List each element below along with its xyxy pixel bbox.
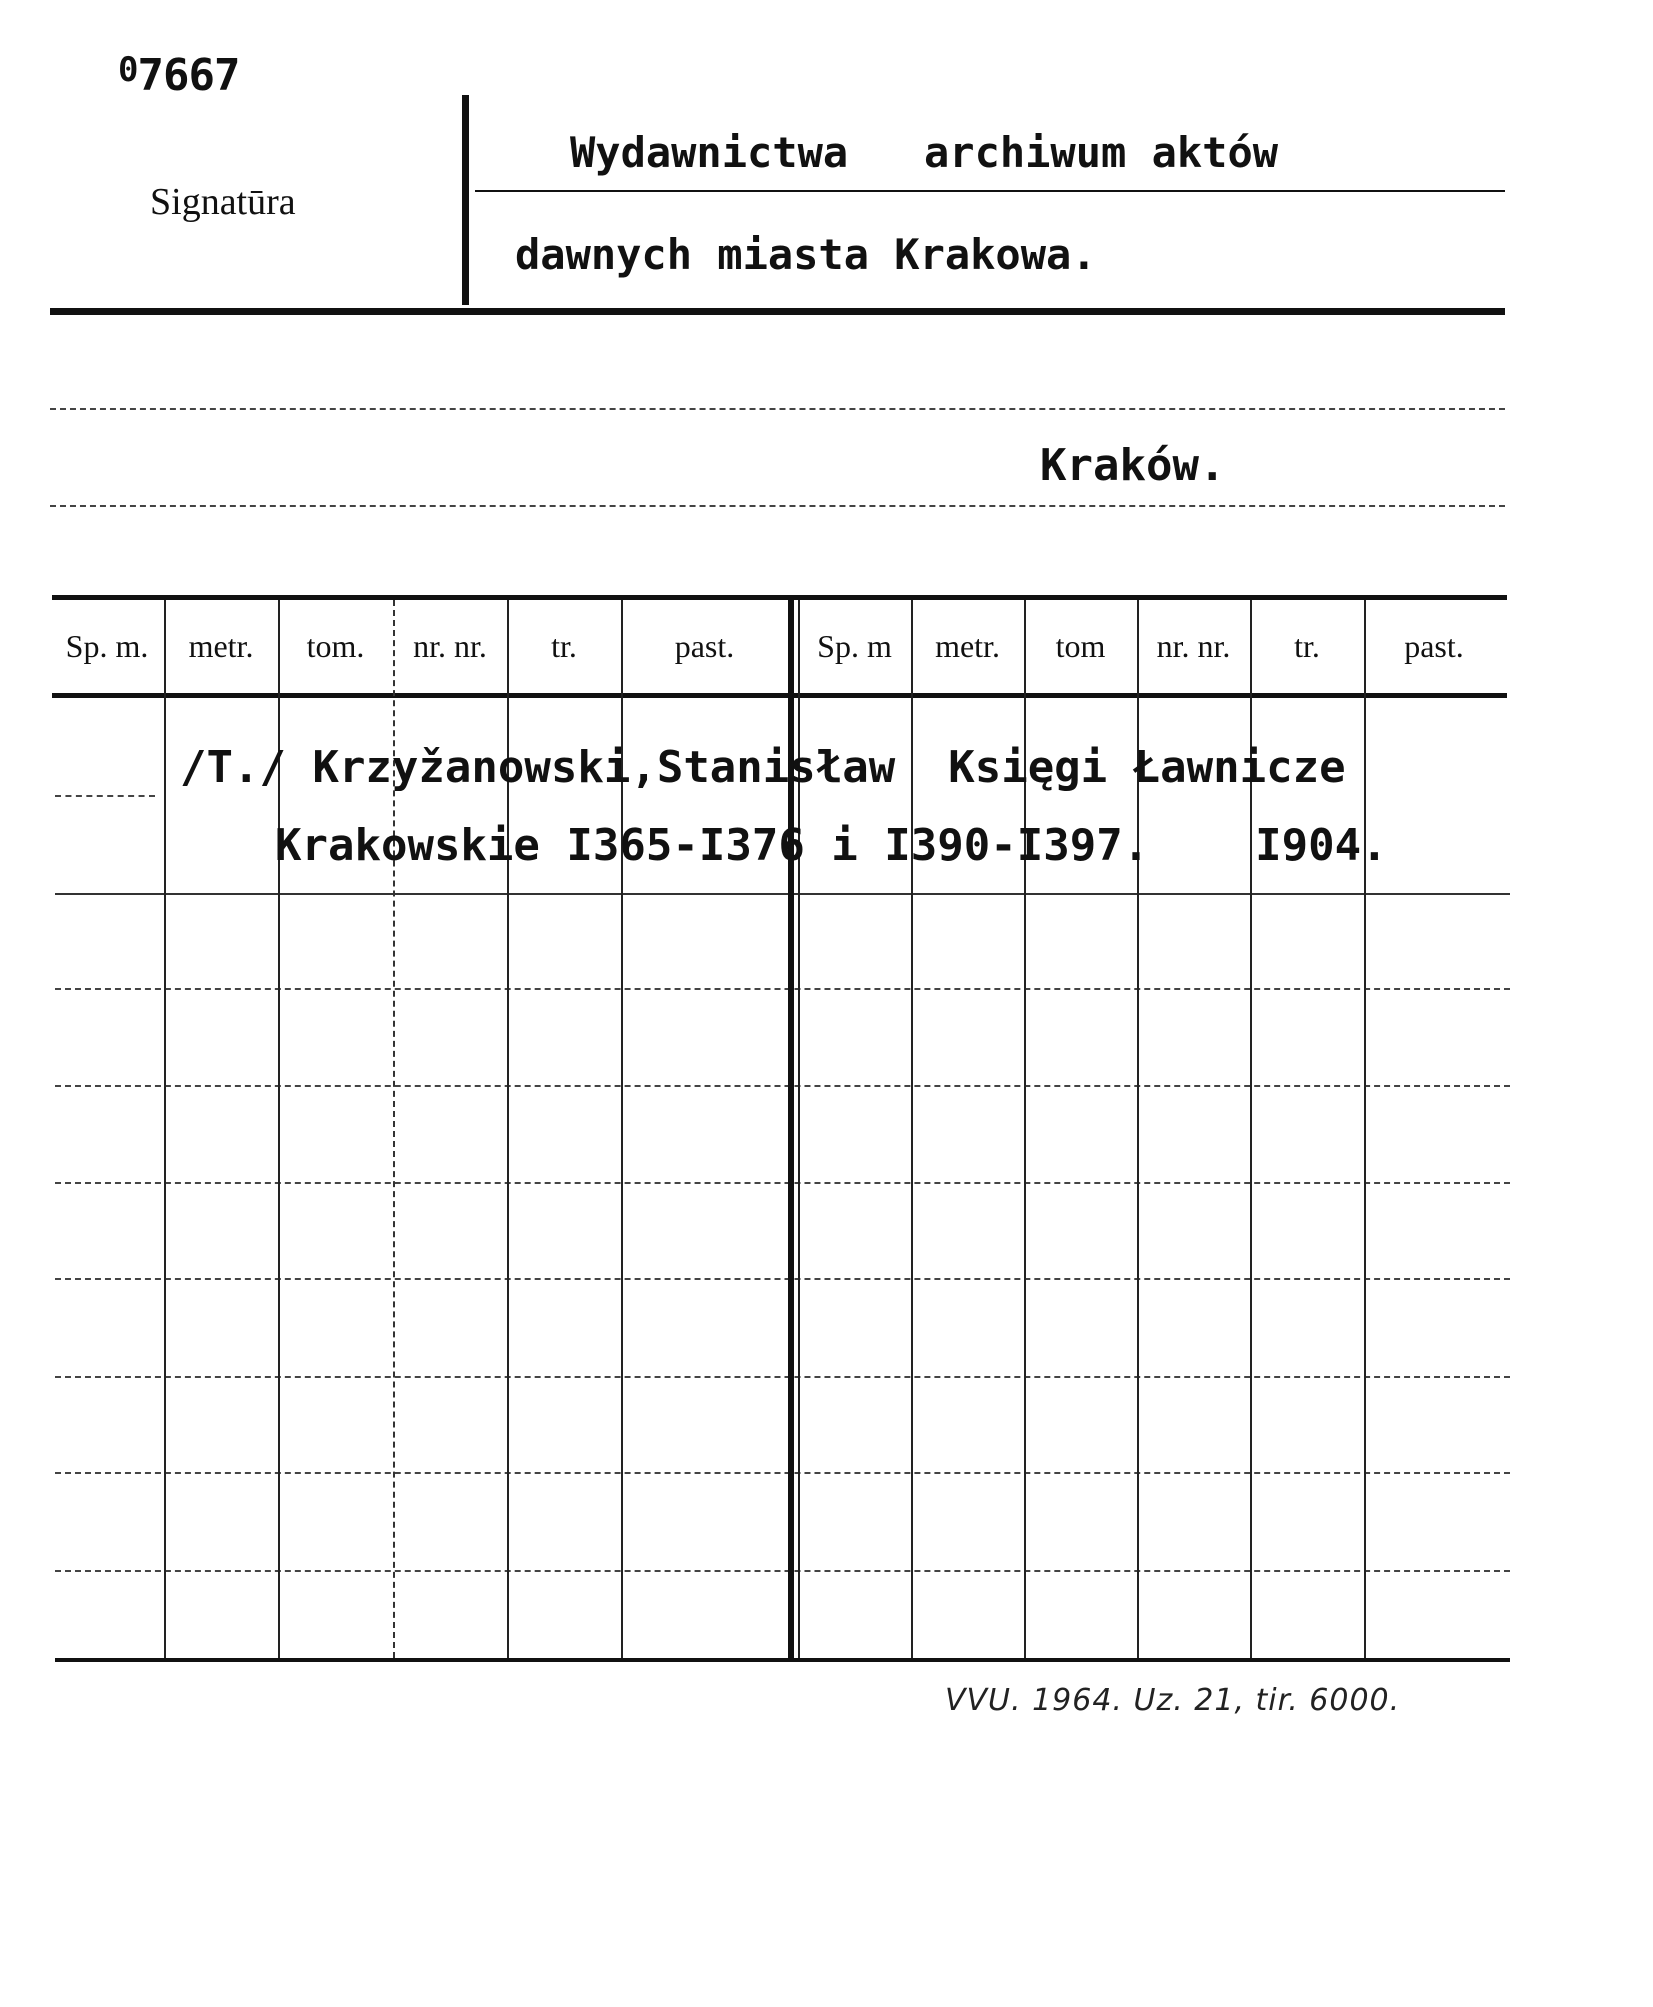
dashed-rule-2 bbox=[50, 505, 1505, 507]
table-top-rule bbox=[52, 595, 1507, 600]
entry-line-1: /T./ Krzyžanowski,Stanisław Księgi Ławnicze bbox=[180, 742, 1346, 793]
row-rule bbox=[55, 1570, 1510, 1572]
row-rule bbox=[55, 1085, 1510, 1087]
row-rule bbox=[55, 893, 1510, 895]
row-rule bbox=[55, 1472, 1510, 1474]
header-sp-m-right: Sp. m bbox=[817, 628, 892, 664]
header-tr-left: tr. bbox=[551, 628, 577, 664]
header-rule bbox=[50, 308, 1505, 315]
row-rule bbox=[55, 988, 1510, 990]
header-divider bbox=[462, 95, 469, 305]
row-rule bbox=[55, 1376, 1510, 1378]
header-past-right: past. bbox=[1404, 628, 1464, 664]
title-line-1: Wydawnictwa archiwum aktów bbox=[570, 128, 1279, 177]
title-underline bbox=[475, 190, 1505, 192]
header-tr-right: tr. bbox=[1294, 628, 1320, 664]
dashed-rule-1 bbox=[50, 408, 1505, 410]
header-metr-right: metr. bbox=[935, 628, 1000, 664]
header-sp-m-left: Sp. m. bbox=[65, 628, 149, 664]
table-header-rule bbox=[52, 693, 1507, 698]
handwritten-note: VVU. 1964. Uz. 21, tir. 6000. bbox=[945, 1683, 1401, 1718]
table-bottom-rule bbox=[55, 1658, 1510, 1662]
header-nr-nr-right: nr. nr. bbox=[1156, 628, 1231, 664]
signatura-label: Signatūra bbox=[150, 181, 296, 223]
signum-number bbox=[118, 50, 239, 101]
header-tom-right: tom bbox=[1055, 628, 1106, 664]
entry-line-2: Krakowskie I365-I376 i I390-I397. I904. bbox=[275, 820, 1388, 871]
row-rule bbox=[55, 795, 155, 797]
signum-value: 7667 bbox=[137, 50, 240, 101]
place-name: Kraków. bbox=[1040, 440, 1226, 491]
column-line bbox=[1364, 600, 1366, 1658]
title-line-2: dawnych miasta Krakowa. bbox=[515, 230, 1097, 279]
header-past-left: past. bbox=[674, 628, 735, 664]
header-nr-nr-left: nr. nr. bbox=[413, 628, 487, 664]
row-rule bbox=[55, 1278, 1510, 1280]
header-tom-left: tom. bbox=[306, 628, 365, 664]
signum-prefix: 0 bbox=[118, 50, 138, 90]
row-rule bbox=[55, 1182, 1510, 1184]
column-line bbox=[164, 600, 166, 1658]
header-metr-left: metr. bbox=[188, 628, 254, 664]
